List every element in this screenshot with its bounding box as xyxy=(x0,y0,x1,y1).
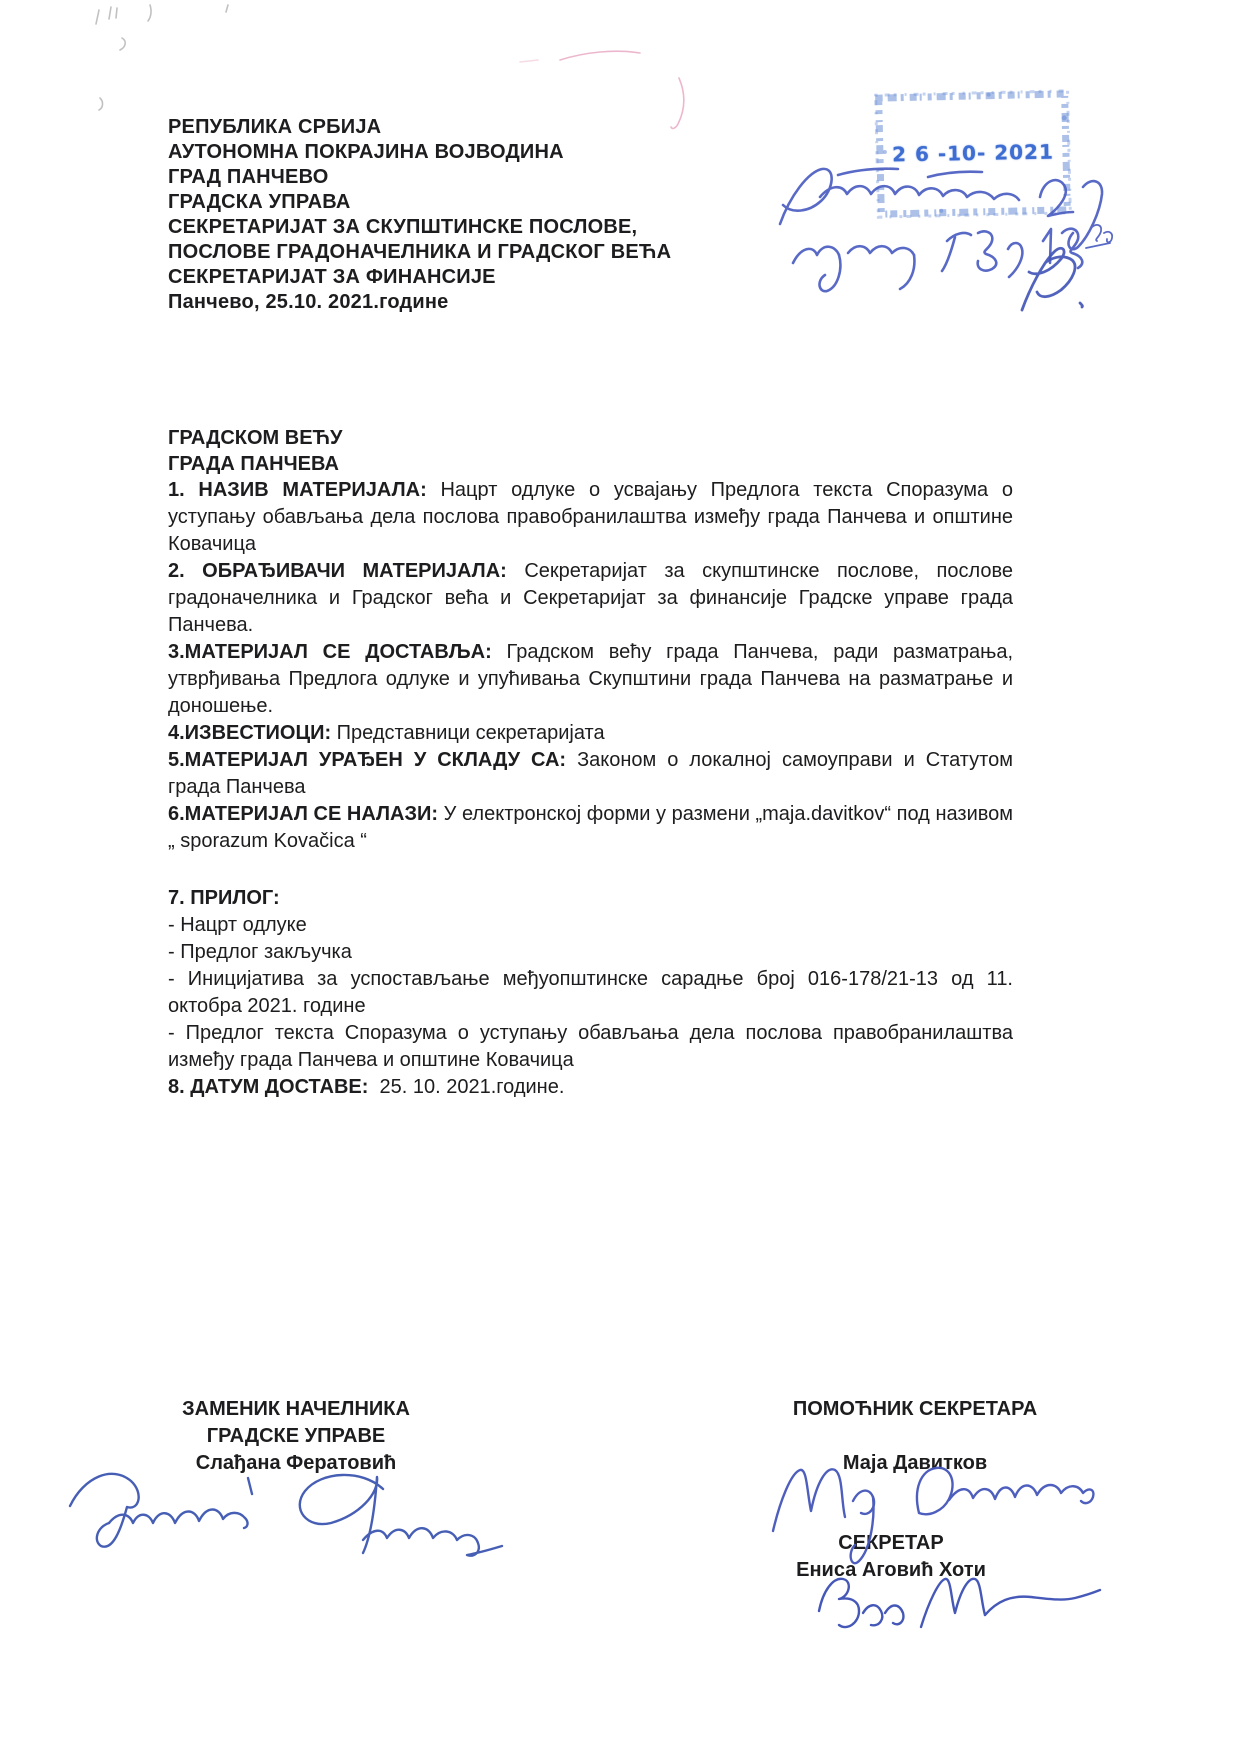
letterhead-line: СЕКРЕТАРИЈАТ ЗА СКУПШТИНСКЕ ПОСЛОВЕ, xyxy=(168,216,638,238)
letterhead-line: ГРАД ПАНЧЕВО xyxy=(168,166,329,188)
assistant-secretary-title: ПОМОЋНИК СЕКРЕТАРА xyxy=(792,1398,1038,1420)
attachments-label: 7. ПРИЛОГ: xyxy=(168,887,280,909)
letterhead-line: ПОСЛОВЕ ГРАДОНАЧЕЛНИКА И ГРАДСКОГ ВЕЋА xyxy=(168,241,672,263)
addressee-line: ГРАДА ПАНЧЕВА xyxy=(168,453,339,475)
signature-sladjana-feratovic xyxy=(70,1474,502,1556)
secretary-name: Ениса Аговић Хоти xyxy=(796,1559,986,1581)
letterhead-line: СЕКРЕТАРИЈАТ ЗА ФИНАНСИЈЕ xyxy=(168,266,496,288)
attachment-bullet: - Иницијатива за успостављање међуопштинске сарадње број 016-178/21-13 од 11. октобра 2021. године xyxy=(168,968,1013,1017)
assistant-secretary-name: Маја Давитков xyxy=(842,1452,988,1474)
deputy-head-title: ЗАМЕНИК НАЧЕЛНИКА xyxy=(182,1398,410,1420)
item-8-delivery-date xyxy=(168,1074,1013,1101)
item-5-made-in-accordance xyxy=(168,747,1013,801)
item-3-label: 3.МАТЕРИЈАЛ СЕ ДОСТАВЉА: xyxy=(168,641,492,663)
item-7-attachments xyxy=(168,885,1013,1074)
pencil-marks xyxy=(96,5,228,110)
addressee-line: ГРАДСКОМ ВЕЋУ xyxy=(168,427,343,449)
item-6-text: У електронској форми у размени „maja.davitkov“ под називом „ sporazum Kovačica “ xyxy=(168,803,1014,852)
attachment-bullet: - Предлог текста Споразума о уступању обављања дела послова правобранилаштва између града Панчева и општине Ковачица xyxy=(168,1022,1013,1071)
item-2-label: 2. ОБРАЂИВАЧИ МАТЕРИЈАЛА: xyxy=(168,560,507,582)
item-6-material-location xyxy=(168,801,1013,855)
attachment-bullet: - Нацрт одлуке xyxy=(168,914,307,936)
deputy-head-name: Слађана Фератовић xyxy=(195,1452,397,1474)
addressee xyxy=(168,425,1013,477)
item-2-material-processors xyxy=(168,558,1013,639)
document-body xyxy=(168,425,1013,1101)
item-4-reporters xyxy=(168,720,1013,747)
stamp-handwritten-note xyxy=(780,169,1112,291)
deputy-head-title2: ГРАДСКЕ УПРАВЕ xyxy=(206,1425,386,1447)
paraph-initials xyxy=(1022,248,1082,310)
place-and-date: Панчево, 25.10. 2021.године xyxy=(168,291,449,313)
item-1-text: Нацрт одлуке о усвајању Предлога текста Споразума о уступању обављања дела послова правобранилаштва између града Панчева и општине Ковачица xyxy=(168,479,1013,555)
secretary-title: СЕКРЕТАР xyxy=(838,1532,944,1554)
letterhead-line: АУТОНОМНА ПОКРАЈИНА ВОЈВОДИНА xyxy=(168,141,564,163)
item-5-text: Законом о локалној самоуправи и Статутом града Панчева xyxy=(168,749,1013,798)
letterhead-line: РЕПУБЛИКА СРБИЈА xyxy=(168,116,382,138)
date-stamp-value: 2 6 -10- 2021 xyxy=(891,139,1055,167)
item-6-label: 6.МАТЕРИЈАЛ СЕ НАЛАЗИ: xyxy=(168,803,439,825)
item-2-text: Секретаријат за скупштинске послове, послове градоначелника и Градског већа и Секретаријат за финансије Градске управе града Панчева. xyxy=(168,560,1013,636)
letterhead-line: ГРАДСКА УПРАВА xyxy=(168,191,351,213)
item-8-label: 8. ДАТУМ ДОСТАВЕ: xyxy=(168,1076,369,1098)
item-4-text: Представници секретаријата xyxy=(336,722,605,744)
item-4-label: 4.ИЗВЕСТИОЦИ: xyxy=(168,722,332,744)
signature-block-secretary xyxy=(741,1530,1041,1584)
item-3-text: Градском већу града Панчева, ради разматрања, утврђивања Предлога одлуке и упућивања Скупштини града Панчева на разматрање и доношење. xyxy=(168,641,1014,717)
letterhead xyxy=(168,115,671,315)
item-1-material-title xyxy=(168,477,1013,558)
item-8-value: 25. 10. 2021.године. xyxy=(379,1076,565,1098)
item-3-material-delivered-to xyxy=(168,639,1013,720)
signature-block-deputy-head xyxy=(146,1396,446,1477)
item-5-label: 5.МАТЕРИЈАЛ УРАЂЕН У СКЛАДУ СА: xyxy=(168,749,567,771)
item-1-label: 1. НАЗИВ МАТЕРИЈАЛА: xyxy=(168,479,427,501)
signature-enisa-agovic-hoti xyxy=(819,1579,1100,1627)
attachment-bullet: - Предлог закључка xyxy=(168,941,352,963)
